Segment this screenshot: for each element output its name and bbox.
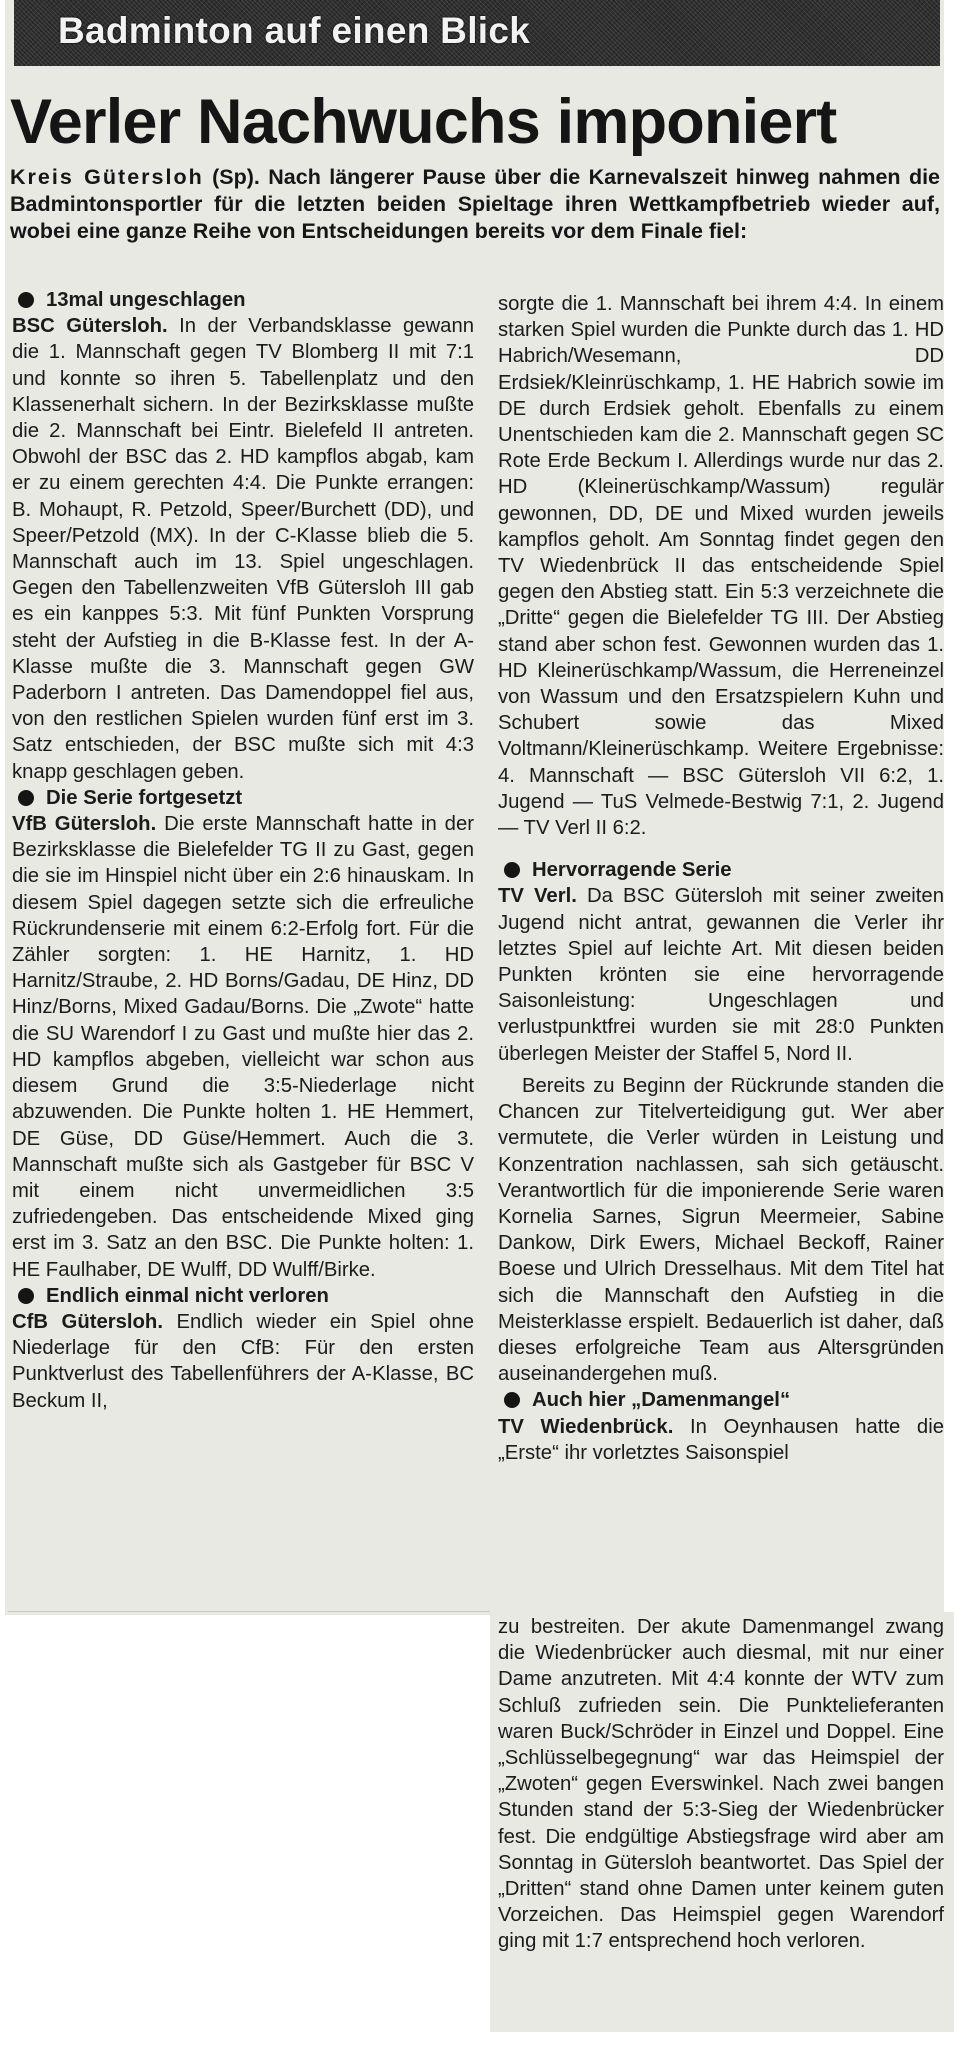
subhead-text: Hervorragende Serie xyxy=(532,859,732,882)
bullet-icon xyxy=(504,862,520,878)
section-paragraph-cfb xyxy=(12,1309,474,1414)
section-paragraph-vfb xyxy=(12,811,474,1283)
bullet-icon xyxy=(504,1392,520,1408)
section-text: Endlich wieder ein Spiel ohne Niederlage für den CfB: Für den ersten Punktverlust des Tabellenführers der A-Klasse, BC Beckum II, xyxy=(12,1310,474,1412)
section-paragraph-tv-verl xyxy=(498,883,944,1066)
section-text: Die erste Mannschaft hatte in der Bezirksklasse die Bielefelder TG II zu Gast, gegen die sie im Hinspiel nicht über ein 2:6 hinauskam. In diesem Spiel dagegen setzte sich die erfreuliche Rückrundenserie mit einem 6:2-Erfolg fort. Für die Zähler sorgten: 1. HE Harnitz, 1. HD Harnitz/Straube, 2. HD Borns/Gadau, DE Hinz, DD Hinz/Borns, Mixed Gadau/Borns. Die „Zwote“ hatte die SU Warendorf I zu Gast und mußte hier das 2. HD kampflos abgeben, vielleicht war schon aus diesem Grund die 3:5-Niederlage nicht abzuwenden. Die Punkte holten 1. HE Hemmert, DE Güse, DD Güse/Hemmert. Auch die 3. Mannschaft mußte sich als Gastgeber für BSC V mit einem nicht unvermeidlichen 3:5 zufriedengeben. Das entscheidende Mixed ging erst im 3. Satz an den BSC. Die Punkte holten: 1. HE Faulhaber, DE Wulff, DD Wulff/Birke. xyxy=(12,813,474,1281)
club-name: TV Verl. xyxy=(498,885,577,908)
article-column-right-continuation xyxy=(498,1614,944,1955)
kicker-text: Badminton auf einen Blick xyxy=(58,10,531,51)
section-text: In Oeynhausen hatte die „Erste“ ihr vorletztes Saisonspiel xyxy=(498,1415,944,1464)
club-name: TV Wiedenbrück. xyxy=(498,1415,674,1438)
subhead-auch-hier-damenmangel xyxy=(498,1387,944,1413)
club-name: CfB Gütersloh. xyxy=(12,1310,163,1333)
subhead-text: Auch hier „Damenmangel“ xyxy=(532,1389,791,1412)
clipping-cut-edge xyxy=(8,1611,490,1615)
article-column-right xyxy=(498,291,944,1466)
lead-dateline: Kreis Gütersloh xyxy=(10,165,204,189)
lead-text: (Sp). Nach längerer Pause über die Karnevalszeit hinweg nahmen die Badmintonsportler für die letzten beiden Spieltage ihren Wettkampfbetrieb wieder auf, wobei eine ganze Reihe von Entscheidungen bereits vor dem Finale fiel: xyxy=(10,165,941,243)
bullet-icon xyxy=(18,292,34,308)
club-name: VfB Gütersloh. xyxy=(12,813,157,836)
kicker-banner xyxy=(14,0,940,66)
club-name: BSC Gütersloh. xyxy=(12,315,168,338)
section-text: Da BSC Gütersloh mit seiner zweiten Jugend nicht antrat, gewannen die Verler ihr letztes Spiel auf leichte Art. Mit diesen beiden Punkten krönten sie eine hervorragende Saisonleistung: Ungeschlagen und verlustpunktfrei wurden sie mit 28:0 Punkten überlegen Meister der Staffel 5, Nord II. xyxy=(498,885,944,1065)
section-text: In der Verbandsklasse gewann die 1. Mannschaft gegen TV Blomberg II mit 7:1 und konnte so ihren 5. Tabellenplatz und den Klassenerhalt sichern. In der Bezirksklasse mußte die 2. Mannschaft bei Eintr. Bielefeld II antreten. Obwohl der BSC das 2. HD kampflos abgab, kam er zu einem gerechten 4:4. Die Punkte errangen: B. Mohaupt, R. Petzold, Speer/Burchett (DD), und Speer/Petzold (MX). In der C-Klasse blieb die 5. Mannschaft auch im 13. Spiel ungeschlagen. Gegen den Tabellenzweiten VfB Gütersloh III gab es ein kanppes 5:3. Mit fünf Punkten Vorsprung steht der Aufstieg in die B-Klasse fest. In der A-Klasse mußte die 3. Mannschaft gegen GW Paderborn I antreten. Das Damendoppel fiel aus, von den restlichen Spielen wurden fünf erst im 3. Satz entschieden, der BSC mußte sich mit 4:3 knapp geschlagen geben. xyxy=(12,315,474,783)
subhead-die-serie-fortgesetzt xyxy=(12,785,474,811)
bullet-icon xyxy=(18,790,34,806)
lead-paragraph xyxy=(10,164,940,245)
subhead-text: Die Serie fortgesetzt xyxy=(46,786,243,809)
section-paragraph-bsc xyxy=(12,313,474,785)
article-column-left xyxy=(12,287,474,1414)
subhead-text: 13mal ungeschlagen xyxy=(46,289,246,311)
subhead-text: Endlich einmal nicht verloren xyxy=(46,1284,329,1307)
section-paragraph-cfb-continued: sorgte die 1. Mannschaft bei ihrem 4:4. In einem starken Spiel wurden die Punkte durch das 1. HD Habrich/Wesemann, DD Erdsiek/Kleinrüschkamp, 1. HE Habrich sowie im DE durch Erdsiek geholt. Ebenfalls zu einem Unentschieden kam die 2. Mannschaft gegen SC Rote Erde Beckum I. Allerdings wurde nur das 2. HD (Kleinerüschkamp/Wassum) regulär gewonnen, DD, DE und Mixed wurden jeweils kampflos geholt. Am Sonntag findet gegen den TV Wiedenbrück II das entscheidende Spiel gegen den Abstieg statt. Ein 5:3 verzeichnete die „Dritte“ gegen die Bielefelder TG III. Der Abstieg stand aber schon fest. Gewonnen wurden das 1. HD Kleinerüschkamp/Wassum, die Herreneinzel von Wassum und den Ersatzspielern Kuhn und Schubert sowie das Mixed Voltmann/Kleinerüschkamp. Weitere Ergebnisse: 4. Mannschaft — BSC Gütersloh VII 6:2, 1. Jugend — TuS Velmede-Bestwig 7:1, 2. Jugend — TV Verl II 6:2. xyxy=(498,293,944,840)
section-paragraph-tv-wiedenbrueck-continued: zu bestreiten. Der akute Damenmangel zwang die Wiedenbrücker auch diesmal, mit nur einer Dame anzutreten. Mit 4:4 konnte der WTV zum Schluß zufrieden sein. Die Punktelieferanten waren Buck/Schröder in Einzel und Doppel. Eine „Schlüsselbegegnung“ war das Heimspiel der „Zwoten“ gegen Everswinkel. Nach zwei bangen Stunden stand der 5:3-Sieg der Wiedenbrücker fest. Die endgültige Abstiegsfrage wird aber am Sonntag in Gütersloh beantwortet. Das Spiel der „Dritten“ stand ohne Damen unter keinem guten Vorzeichen. Das Heimspiel gegen Warendorf ging mit 1:7 entsprechend hoch verloren. xyxy=(498,1616,944,1953)
bullet-icon xyxy=(18,1288,34,1304)
subhead-endlich-einmal-nicht-verloren xyxy=(12,1283,474,1309)
subhead-hervorragende-serie xyxy=(498,857,944,883)
section-paragraph-tv-verl-2: Bereits zu Beginn der Rückrunde standen die Chancen zur Titelverteidigung gut. Wer aber vermutete, die Verler würden in Leistung und Konzentration nachlassen, sah sich getäuscht. Verantwortlich für die imponierende Serie waren Kornelia Sarnes, Sigrun Meermeier, Sabine Dankow, Dirk Ewers, Michael Beckoff, Rainer Boese und Ulrich Dresselhaus. Mit dem Titel hat sich die Mannschaft den Aufstieg in die Meisterklasse erspielt. Bedauerlich ist daher, daß dieses erfolgreiche Team aus Altersgründen auseinandergehen muß. xyxy=(498,1074,944,1386)
subhead-13mal-ungeschlagen xyxy=(12,287,474,313)
section-paragraph-tv-wiedenbrueck xyxy=(498,1414,944,1466)
headline: Verler Nachwuchs imponiert xyxy=(10,87,837,157)
